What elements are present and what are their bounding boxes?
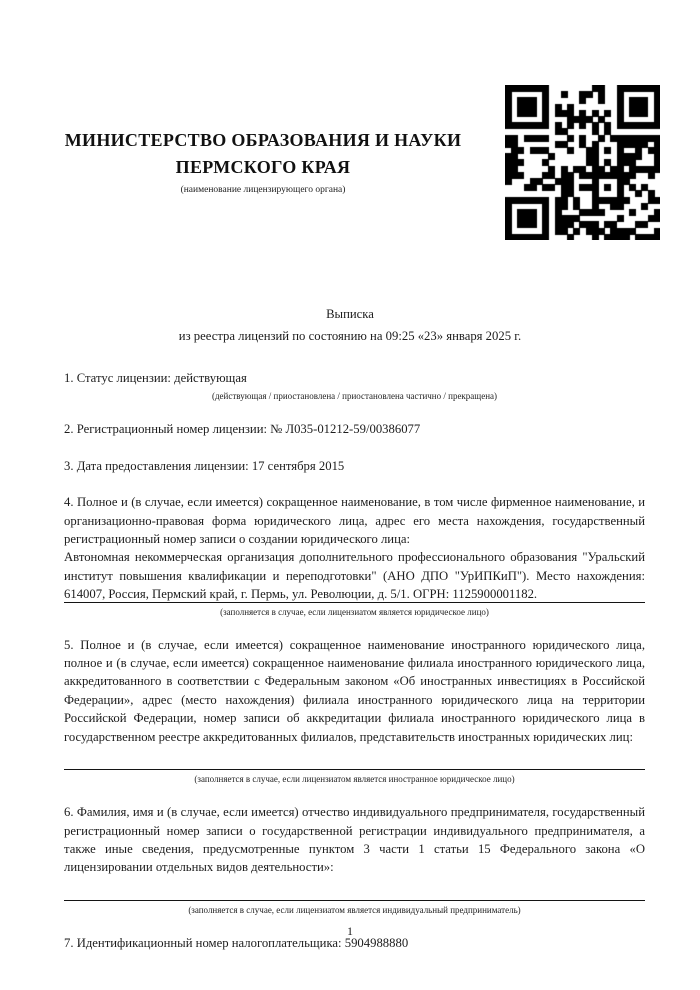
item-2	[64, 420, 645, 438]
item-text: 1. Статус лицензии: действующая	[64, 371, 247, 385]
item-caption: (заполняется в случае, если лицензиатом является иностранное юридическое лицо)	[194, 774, 515, 785]
items	[64, 369, 645, 952]
item-caption: (заполняется в случае, если лицензиатом является юридическое лицо)	[220, 606, 489, 617]
item-1	[64, 369, 645, 402]
item-caption: (действующая / приостановлена / приостановлена частично / прекращена)	[211, 391, 498, 402]
item-text: 4. Полное и (в случае, если имеется) сокращенное наименование, в том числе фирменное наименование, и организационно-правовая форма юридического лица, адрес его места нахождения, государственный регистрационный номер записи о создании юридического лица:	[64, 495, 645, 547]
document-header	[0, 0, 700, 303]
qr-code-canvas	[505, 85, 660, 240]
item-text: 3. Дата предоставления лицензии: 17 сентября 2015	[64, 458, 345, 473]
licensing-authority-name-line2: ПЕРМСКОГО КРАЯ	[175, 157, 351, 177]
document-title: Выписка	[326, 307, 374, 321]
page-number: 1	[347, 924, 353, 938]
licensing-authority-name-line1: МИНИСТЕРСТВО ОБРАЗОВАНИЯ И НАУКИ	[64, 130, 462, 150]
item-value: Автономная некоммерческая организация дополнительного профессионального образования "Уральский институт повышения квалификации и переподготовки" (АНО ДПО "УрИПКиП"). Место нахождения: 614007, Россия, Пермский край, г. Пермь, ул. Революции, д. 5/1. ОГРН: 1125900001182.	[64, 550, 645, 602]
item-text: 6. Фамилия, имя и (в случае, если имеется) отчество индивидуального предпринимателя, государственный регистрационный номер записи о государственной регистрации индивидуального предпринимателя, а также иные сведения, предусмотренные пунктом 3 части 1 статьи 15 Федерального закона «О лицензировании отдельных видов деятельности»:	[64, 805, 645, 875]
fill-in-rule	[64, 769, 645, 770]
item-text: 5. Полное и (в случае, если имеется) сокращенное наименование иностранного юридического лица, полное и (в случае, если имеется) сокращенное наименование филиала иностранного юридического лица, аккредитованного в соответствии с Федеральным законом «Об иностранных инвестициях в Российской Федерации», адрес (место нахождения) филиала иностранного юридического лица на территории Российской Федерации, номер записи об аккредитации филиала иностранного юридического лица в государственном реестре аккредитованных филиалов, представительств иностранных юридических лиц:	[64, 637, 645, 744]
item-4	[64, 493, 645, 617]
item-text: 7. Идентификационный номер налогоплательщика: 5904988880	[64, 935, 409, 950]
item-5	[64, 636, 645, 785]
licensing-authority-block	[38, 127, 488, 195]
item-6	[64, 803, 645, 916]
fill-in-rule	[64, 900, 645, 901]
item-3	[64, 457, 645, 475]
item-caption: (заполняется в случае, если лицензиатом является индивидуальный предприниматель)	[188, 904, 521, 915]
item-text: 2. Регистрационный номер лицензии: № Л035-01212-59/00386077	[64, 422, 421, 437]
document-title-block	[0, 303, 700, 347]
licensing-authority-caption: (наименование лицензирующего органа)	[180, 185, 346, 195]
qr-code	[505, 85, 660, 240]
document-subtitle: из реестра лицензий по состоянию на 09:25 «23» января 2025 г.	[178, 328, 522, 343]
